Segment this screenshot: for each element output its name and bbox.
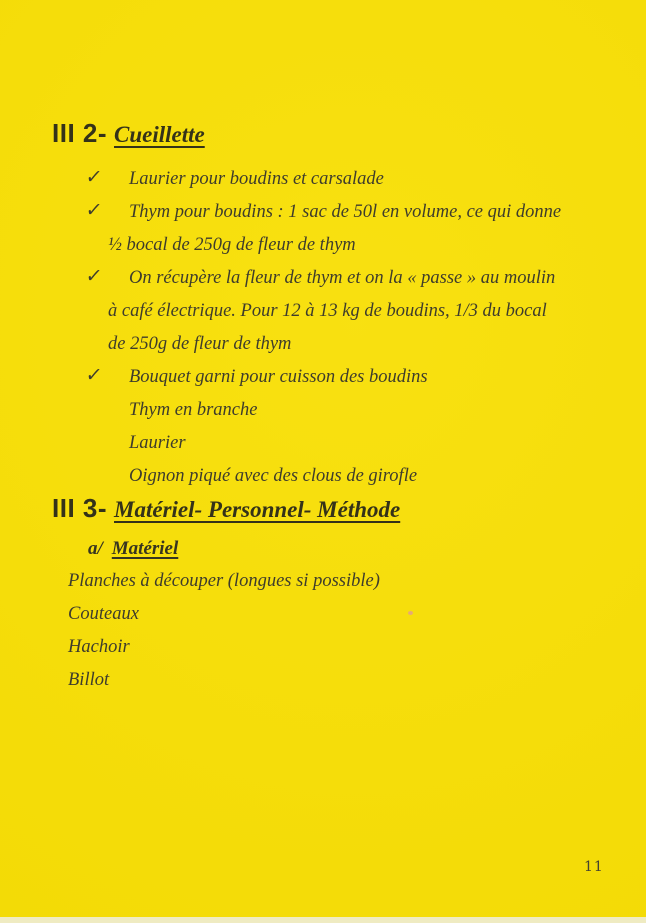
sub-list-item: Laurier — [129, 433, 186, 453]
subsection-heading-materiel — [52, 532, 627, 565]
checkmark-icon: ✓ — [84, 265, 104, 287]
section-number: III 3- — [52, 493, 108, 523]
subsection-label: Matériel — [111, 538, 179, 559]
material-line: Planches à découper (longues si possible) — [68, 571, 380, 591]
list-item-line: de 250g de fleur de thym — [108, 334, 292, 354]
section-heading-materiel — [52, 493, 627, 525]
scan-artifact-speck — [408, 611, 413, 615]
list-item — [52, 361, 627, 394]
list-item-line: à café électrique. Pour 12 à 13 kg de boudins, 1/3 du bocal — [108, 301, 547, 321]
list-item — [52, 163, 627, 196]
sub-list-item: Oignon piqué avec des clous de girofle — [129, 466, 418, 486]
section-number: III 2- — [52, 118, 108, 148]
checkmark-icon: ✓ — [84, 364, 104, 386]
material-line: Billot — [68, 670, 110, 690]
sub-list-item: Thym en branche — [129, 400, 258, 420]
scan-edge — [0, 917, 646, 923]
checkmark-icon: ✓ — [84, 199, 104, 221]
subsection-prefix: a/ — [88, 538, 103, 559]
list-item-line: Bouquet garni pour cuisson des boudins — [129, 367, 428, 387]
page-number: 11 — [584, 859, 604, 875]
material-line: Couteaux — [68, 604, 139, 624]
list-item-line: Laurier pour boudins et carsalade — [129, 169, 384, 189]
material-line: Hachoir — [68, 637, 130, 657]
section-heading-cueillette — [52, 118, 627, 150]
section-title: Cueillette — [114, 122, 205, 147]
list-item-line: On récupère la fleur de thym et on la « passe » au moulin — [129, 268, 556, 288]
list-item-line: ½ bocal de 250g de fleur de thym — [108, 235, 356, 255]
list-item-line: Thym pour boudins : 1 sac de 50l en volume, ce qui donne — [129, 202, 562, 222]
checkmark-icon: ✓ — [84, 166, 104, 188]
page-content — [52, 118, 627, 697]
list-item — [52, 262, 627, 361]
section-title: Matériel- Personnel- Méthode — [114, 497, 401, 522]
list-item — [52, 196, 627, 262]
checklist — [52, 163, 627, 493]
